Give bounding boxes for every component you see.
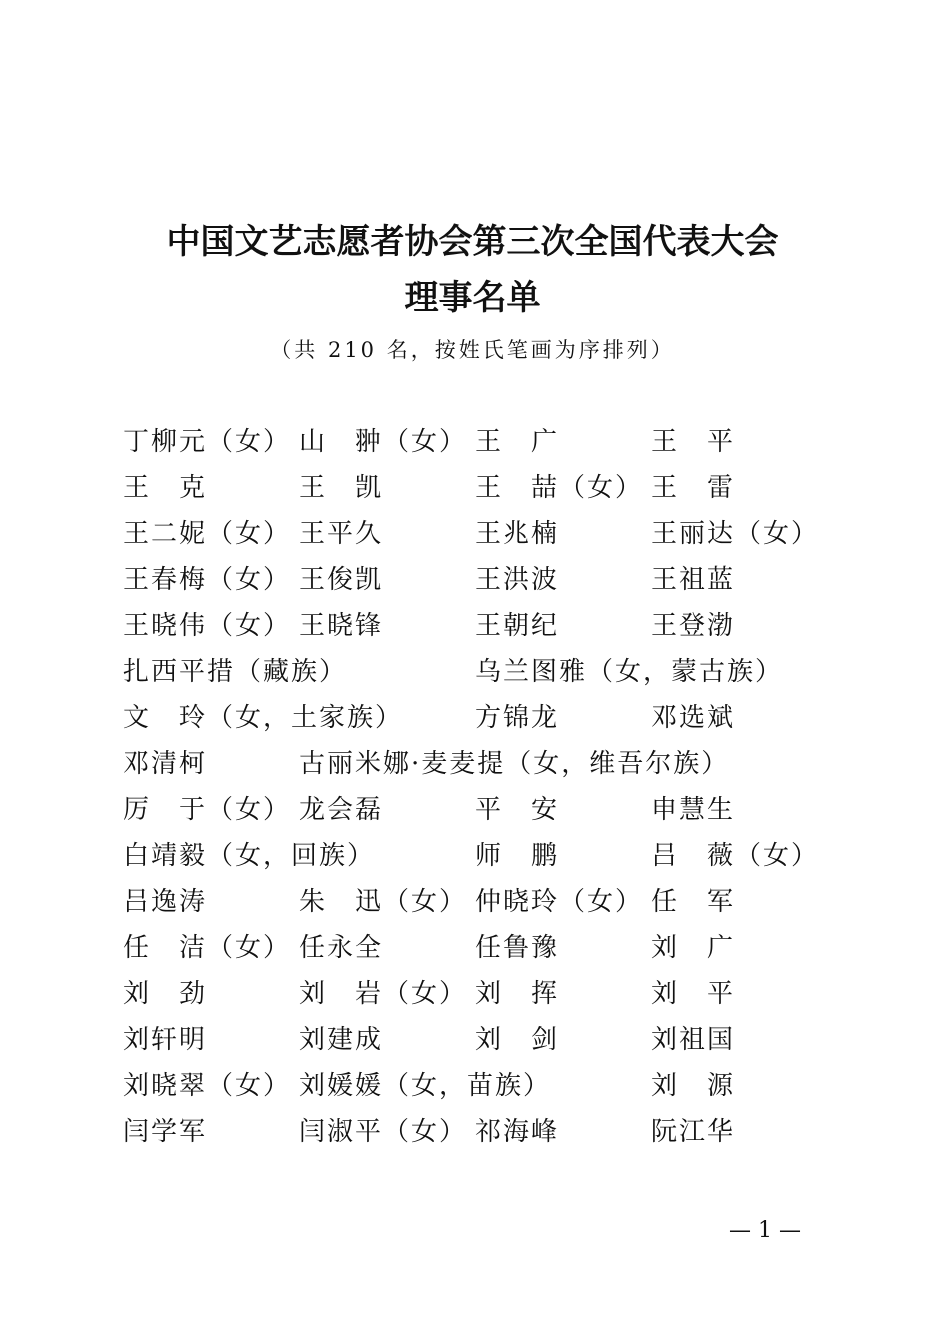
list-row bbox=[123, 603, 843, 649]
member-name: 任 军 bbox=[651, 887, 736, 917]
member-name: 方锦龙 bbox=[475, 703, 560, 733]
member-name: 文 玲（女，土家族） bbox=[123, 703, 404, 733]
member-name: 丁柳元（女） bbox=[123, 427, 292, 457]
member-name: 朱 迅（女） bbox=[299, 887, 468, 917]
list-row bbox=[123, 419, 843, 465]
member-name: 祁海峰 bbox=[475, 1117, 560, 1147]
member-name: 王晓伟（女） bbox=[123, 611, 292, 641]
member-name: 王祖蓝 bbox=[651, 565, 736, 595]
member-name: 刘 平 bbox=[651, 979, 736, 1009]
member-name: 刘晓翠（女） bbox=[123, 1071, 292, 1101]
member-name: 王洪波 bbox=[475, 565, 560, 595]
member-name: 王 喆（女） bbox=[475, 473, 644, 503]
list-row bbox=[123, 649, 843, 695]
member-name: 山 翀（女） bbox=[299, 427, 468, 457]
member-name: 刘轩明 bbox=[123, 1025, 208, 1055]
page-number: — 1 — bbox=[729, 1218, 801, 1243]
member-name: 刘媛媛（女，苗族） bbox=[299, 1071, 552, 1101]
member-name: 王 广 bbox=[475, 427, 560, 457]
member-name: 白靖毅（女，回族） bbox=[123, 841, 376, 871]
document-title-line2: 理事名单 bbox=[404, 278, 541, 318]
member-name: 王朝纪 bbox=[475, 611, 560, 641]
member-name: 王春梅（女） bbox=[123, 565, 292, 595]
list-row bbox=[123, 1109, 843, 1155]
member-name: 仲晓玲（女） bbox=[475, 887, 644, 917]
member-name: 刘建成 bbox=[299, 1025, 384, 1055]
member-name: 师 鹏 bbox=[475, 841, 560, 871]
list-row bbox=[123, 557, 843, 603]
member-name: 王俊凯 bbox=[299, 565, 384, 595]
list-row bbox=[123, 833, 843, 879]
member-name: 乌兰图雅（女，蒙古族） bbox=[475, 657, 784, 687]
member-name: 任 洁（女） bbox=[123, 933, 292, 963]
document-subtitle: （共 210 名，按姓氏笔画为序排列） bbox=[270, 338, 675, 362]
member-name: 王平久 bbox=[299, 519, 384, 549]
member-name: 刘 广 bbox=[651, 933, 736, 963]
member-name: 王 克 bbox=[123, 473, 208, 503]
document-title-line1: 中国文艺志愿者协会第三次全国代表大会 bbox=[166, 222, 779, 262]
list-row bbox=[123, 741, 843, 787]
member-list bbox=[123, 419, 843, 1155]
member-name: 刘 劲 bbox=[123, 979, 208, 1009]
member-name: 刘祖国 bbox=[651, 1025, 736, 1055]
member-name: 邓选斌 bbox=[651, 703, 736, 733]
member-name: 吕 薇（女） bbox=[651, 841, 820, 871]
member-name: 王 凯 bbox=[299, 473, 384, 503]
list-row bbox=[123, 925, 843, 971]
member-name: 刘 挥 bbox=[475, 979, 560, 1009]
member-name: 王登渤 bbox=[651, 611, 736, 641]
member-name: 古丽米娜·麦麦提（女，维吾尔族） bbox=[299, 749, 730, 779]
list-row bbox=[123, 1063, 843, 1109]
member-name: 龙会磊 bbox=[299, 795, 384, 825]
list-row bbox=[123, 971, 843, 1017]
member-name: 吕逸涛 bbox=[123, 887, 208, 917]
member-name: 王 雷 bbox=[651, 473, 736, 503]
list-row bbox=[123, 1017, 843, 1063]
member-name: 王 平 bbox=[651, 427, 736, 457]
list-row bbox=[123, 879, 843, 925]
member-name: 刘 岩（女） bbox=[299, 979, 468, 1009]
member-name: 刘 源 bbox=[651, 1071, 736, 1101]
member-name: 闫淑平（女） bbox=[299, 1117, 468, 1147]
member-name: 任鲁豫 bbox=[475, 933, 560, 963]
list-row bbox=[123, 695, 843, 741]
list-row bbox=[123, 511, 843, 557]
member-name: 王兆楠 bbox=[475, 519, 560, 549]
member-name: 王晓锋 bbox=[299, 611, 384, 641]
member-name: 王丽达（女） bbox=[651, 519, 820, 549]
member-name: 邓清柯 bbox=[123, 749, 208, 779]
member-name: 扎西平措（藏族） bbox=[123, 657, 348, 687]
member-name: 厉 于（女） bbox=[123, 795, 292, 825]
member-name: 任永全 bbox=[299, 933, 384, 963]
list-row bbox=[123, 465, 843, 511]
member-name: 阮江华 bbox=[651, 1117, 736, 1147]
member-name: 王二妮（女） bbox=[123, 519, 292, 549]
member-name: 刘 剑 bbox=[475, 1025, 560, 1055]
list-row bbox=[123, 787, 843, 833]
member-name: 平 安 bbox=[475, 795, 560, 825]
member-name: 申慧生 bbox=[651, 795, 736, 825]
member-name: 闫学军 bbox=[123, 1117, 208, 1147]
